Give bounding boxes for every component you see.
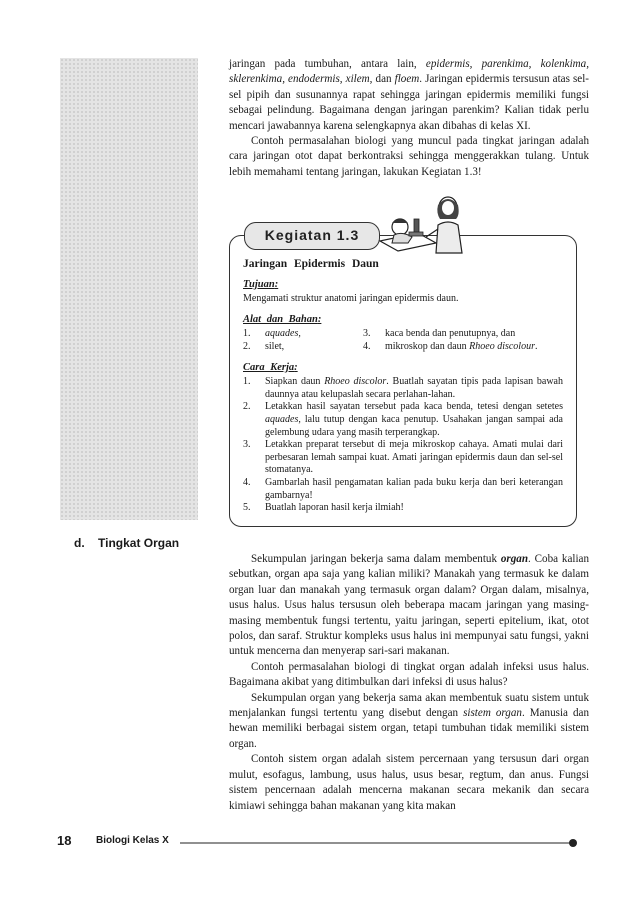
intro-text-block (229, 57, 589, 180)
footer-rule (180, 838, 578, 848)
step-item: 3. Letakkan preparat tersebut di meja mikroskop cahaya. Amati mulai dari perbesaran lemah sampai kuat. Amati jaringan epidermis daun dan sel-sel stomatanya. (243, 439, 563, 476)
paragraph-epidermis: jaringan pada tumbuhan, antara lain, epidermis, parenkima, kolenkima, sklerenkima, endodermis, xilem, dan floem. Jaringan epidermis tersusun atas sel-sel pipih dan susunannya rapat sehingga jaringan epidermis memiliki fungsi sebagai pelindung. Bagaimana dengan jaringan parenkim? Kalian tidak perlu mencari jawabannya karena selengkapnya akan dibahas di kelas XI. (229, 58, 589, 132)
list-item: 1. aquades, (243, 328, 301, 340)
section-heading-tingkat-organ: d. Tingkat Organ (74, 536, 180, 550)
organ-text-block (229, 552, 589, 814)
step-item: 5. Buatlah laporan hasil kerja ilmiah! (243, 502, 404, 514)
list-item: 3. kaca benda dan penutupnya, dan (363, 328, 516, 340)
dotted-sidebar-panel (60, 58, 198, 520)
students-microscope-illustration (378, 193, 474, 255)
paragraph-organ: Sekumpulan jaringan bekerja sama dalam membentuk organ. Coba kalian sebutkan, organ apa saja yang kalian miliki? Manakah yang termasuk ke dalam organ luar dan manakah yang termasuk organ dalam? Organ dalam, misalnya, usus halus. Usus halus tersusun oleh beberapa macam jaringan yang masing-masing membentuk fungsi tertentu, yaitu jaringan, seperti epitelium, ikat, otot polos, dan saraf. Struktur kompleks usus halus ini mempunyai satu fungsi, yakni untuk mencerna dan menyerap sari-sari makanan. (229, 553, 590, 658)
step-item: 2. Letakkan hasil sayatan tersebut pada kaca benda, tetesi dengan setetes aquades, lalu tutup dengan kaca penutup. Usahakan jangan sampai ada gelembung udara yang masih terperangkap. (243, 401, 563, 438)
activity-content (243, 258, 563, 515)
list-item: 2. silet, (243, 340, 285, 352)
alat-bahan-label: Alat dan Bahan: (243, 313, 322, 325)
book-title: Biologi Kelas X (96, 835, 169, 846)
list-item: 4. mikroskop dan daun Rhoeo discolour. (363, 340, 538, 352)
tujuan-label: Tujuan: (243, 278, 279, 290)
activity-title: Jaringan Epidermis Daun (243, 258, 379, 270)
cara-kerja-label: Cara Kerja: (243, 361, 298, 373)
page-number: 18 (57, 833, 72, 848)
paragraph-jaringan-example: Contoh permasalahan biologi yang muncul pada tingkat jaringan adalah cara jaringan otot dapat berkontraksi sehingga menggerakkan tulang. Untuk lebih memahami tentang jaringan, lakukan Kegiatan 1.3! (229, 135, 589, 178)
alat-bahan-list (243, 328, 563, 353)
step-item: 1. Siapkan daun Rhoeo discolor. Buatlah sayatan tipis pada lapisan bawah daunnya atau kelupaslah secara perlahan-lahan. (243, 376, 563, 400)
step-item: 4. Gambarlah hasil pengamatan kalian pada buku kerja dan beri keterangan gambarnya! (243, 476, 563, 501)
activity-tab-label: Kegiatan 1.3 (244, 222, 380, 250)
tujuan-text: Mengamati struktur anatomi jaringan epidermis daun. (243, 293, 459, 305)
paragraph-sistem-pencernaan: Contoh sistem organ adalah sistem percernaan yang tersusun dari organ mulut, esofagus, lambung, usus halus, usus besar, regtum, dan anus. Fungsi sistem pencernaan adalah mencerna makanan secara mekanik dan secara kimiawi sehingga bahan makanan yang kita makan (229, 753, 589, 812)
cara-kerja-steps (243, 376, 563, 515)
paragraph-sistem-organ: Sekumpulan organ yang bekerja sama akan membentuk suatu sistem untuk menjalankan fungsi tertentu yang disebut dengan sistem organ. Manusia dan hewan memiliki berbagai sistem organ, tetapi tumbuhan tidak memiliki sistem organ. (229, 691, 589, 750)
paragraph-organ-example: Contoh permasalahan biologi di tingkat organ adalah infeksi usus halus. Bagaimana akibat yang ditimbulkan dari infeksi di usus halus? (229, 660, 589, 689)
